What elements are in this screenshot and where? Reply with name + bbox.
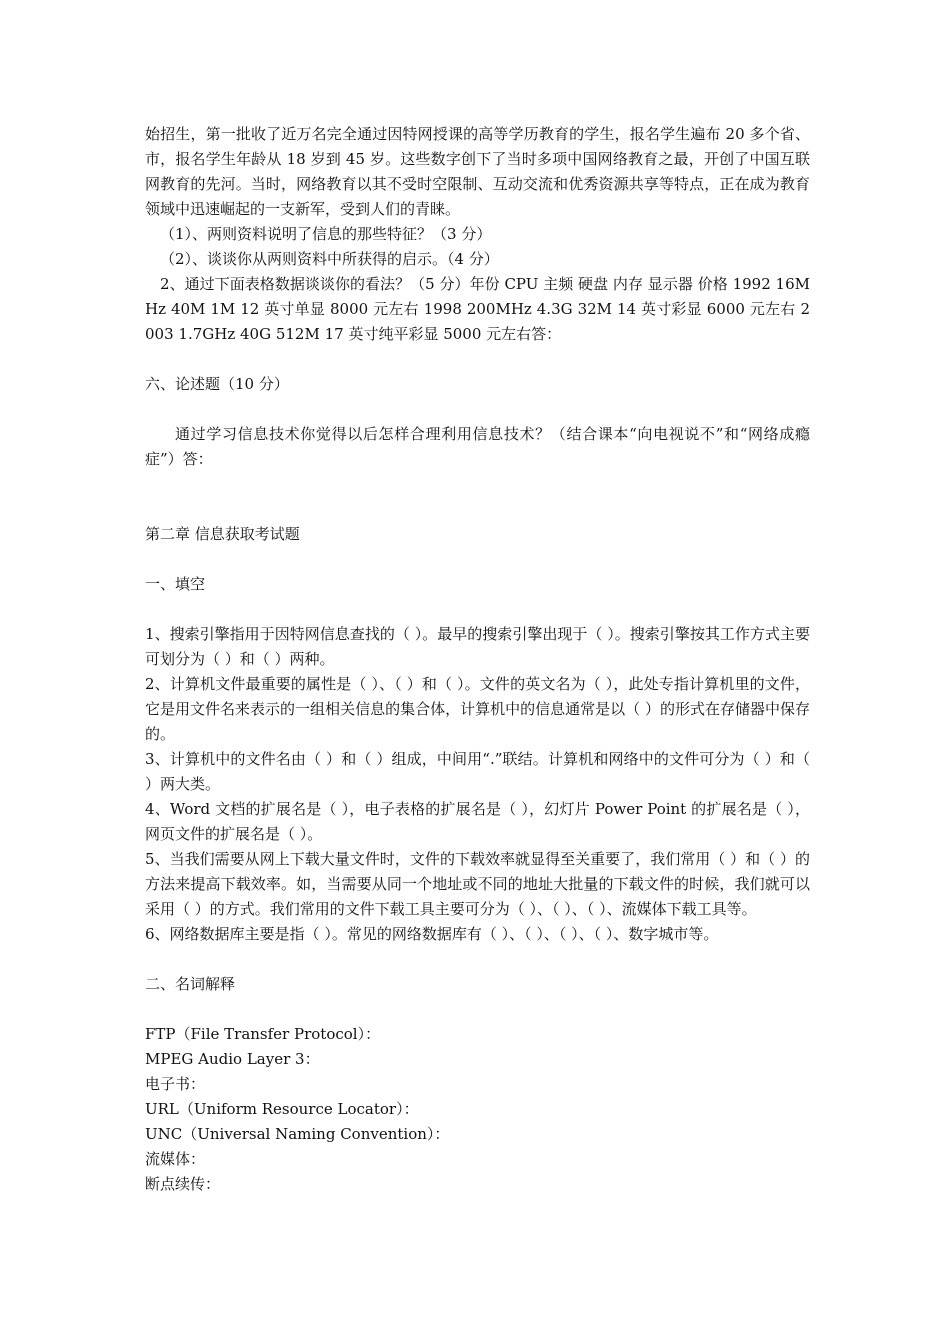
fill-item: 3、计算机中的文件名由（ ）和（ ）组成，中间用“.”联结。计算机和网络中的文件可分为（ ）和（ ）两大类。	[145, 750, 810, 793]
fill-item: 2、计算机文件最重要的属性是（ ）、（ ）和（ ）。文件的英文名为（ ），此处专指计算机里的文件，它是用文件名来表示的一组相关信息的集合体，计算机中的信息通常是以（ ）的形式在存储器中保存的。	[145, 675, 810, 743]
fill-item: 5、当我们需要从网上下载大量文件时，文件的下载效率就显得至关重要了，我们常用（ ）和（ ）的方法来提高下载效率。如，当需要从同一个地址或不同的地址大批量的下载文件的时候，我们就可以采用（ ）的方式。我们常用的文件下载工具主要可分为（ ）、（ ）、（ ）、流媒体下载工具等。	[145, 850, 810, 918]
term-item: UNC（Universal Naming Convention）：	[145, 1125, 450, 1143]
term-item: 流媒体：	[145, 1150, 206, 1168]
spacer	[145, 997, 810, 1022]
fill-in-blank-title: 一、填空	[145, 575, 206, 593]
spacer	[145, 497, 810, 522]
fill-item: 1、搜索引擎指用于因特网信息查找的（ ）。最早的搜索引擎出现于（ ）。搜索引擎按其工作方式主要可划分为（ ）和（ ）两种。	[145, 625, 810, 668]
fill-item: 4、Word 文档的扩展名是（ ），电子表格的扩展名是（ ），幻灯片 Power Point 的扩展名是（ ），网页文件的扩展名是（ ）。	[145, 800, 810, 843]
spacer	[145, 547, 810, 572]
question-1-part-2: （2）、谈谈你从两则资料中所获得的启示。（4 分）	[160, 250, 499, 268]
spacer	[145, 397, 810, 422]
spacer	[145, 947, 810, 972]
chapter-2-title: 第二章 信息获取考试题	[145, 525, 300, 543]
spacer	[145, 597, 810, 622]
intro-paragraph: 始招生，第一批收了近万名完全通过因特网授课的高等学历教育的学生，报名学生遍布 20 多个省、市，报名学生年龄从 18 岁到 45 岁。这些数字创下了当时多项中国网络教育之最，开创了中国互联网教育的先河。当时，网络教育以其不受时空限制、互动交流和优秀资源共享等特点，正在成为教育领域中迅速崛起的一支新军，受到人们的青睐。	[145, 125, 810, 218]
spacer	[145, 347, 810, 372]
spacer	[145, 472, 810, 497]
section-6-title: 六、论述题（10 分）	[145, 375, 289, 393]
term-item: FTP（File Transfer Protocol）：	[145, 1025, 381, 1043]
term-item: 断点续传：	[145, 1175, 221, 1193]
question-1-part-1: （1）、两则资料说明了信息的那些特征？（3 分）	[160, 225, 492, 243]
section-6-question: 通过学习信息技术你觉得以后怎样合理利用信息技术？（结合课本“向电视说不”和“网络成瘾症”）答：	[145, 425, 810, 468]
terms-title: 二、名词解释	[145, 975, 236, 993]
document-body	[145, 122, 810, 1197]
question-2: 2、通过下面表格数据谈谈你的看法？（5 分）年份 CPU 主频 硬盘 内存 显示器 价格 1992 16MHz 40M 1M 12 英寸单显 8000 元左右 1998 200MHz 4.3G 32M 14 英寸彩显 6000 元左右 2003 1.7GHz 40G 512M 17 英寸纯平彩显 5000 元左右答：	[145, 275, 810, 343]
term-item: URL（Uniform Resource Locator）：	[145, 1100, 419, 1118]
term-item: MPEG Audio Layer 3：	[145, 1050, 320, 1068]
term-item: 电子书：	[145, 1075, 206, 1093]
fill-item: 6、网络数据库主要是指（ ）。常见的网络数据库有（ ）、（ ）、（ ）、（ ）、数字城市等。	[145, 925, 719, 943]
